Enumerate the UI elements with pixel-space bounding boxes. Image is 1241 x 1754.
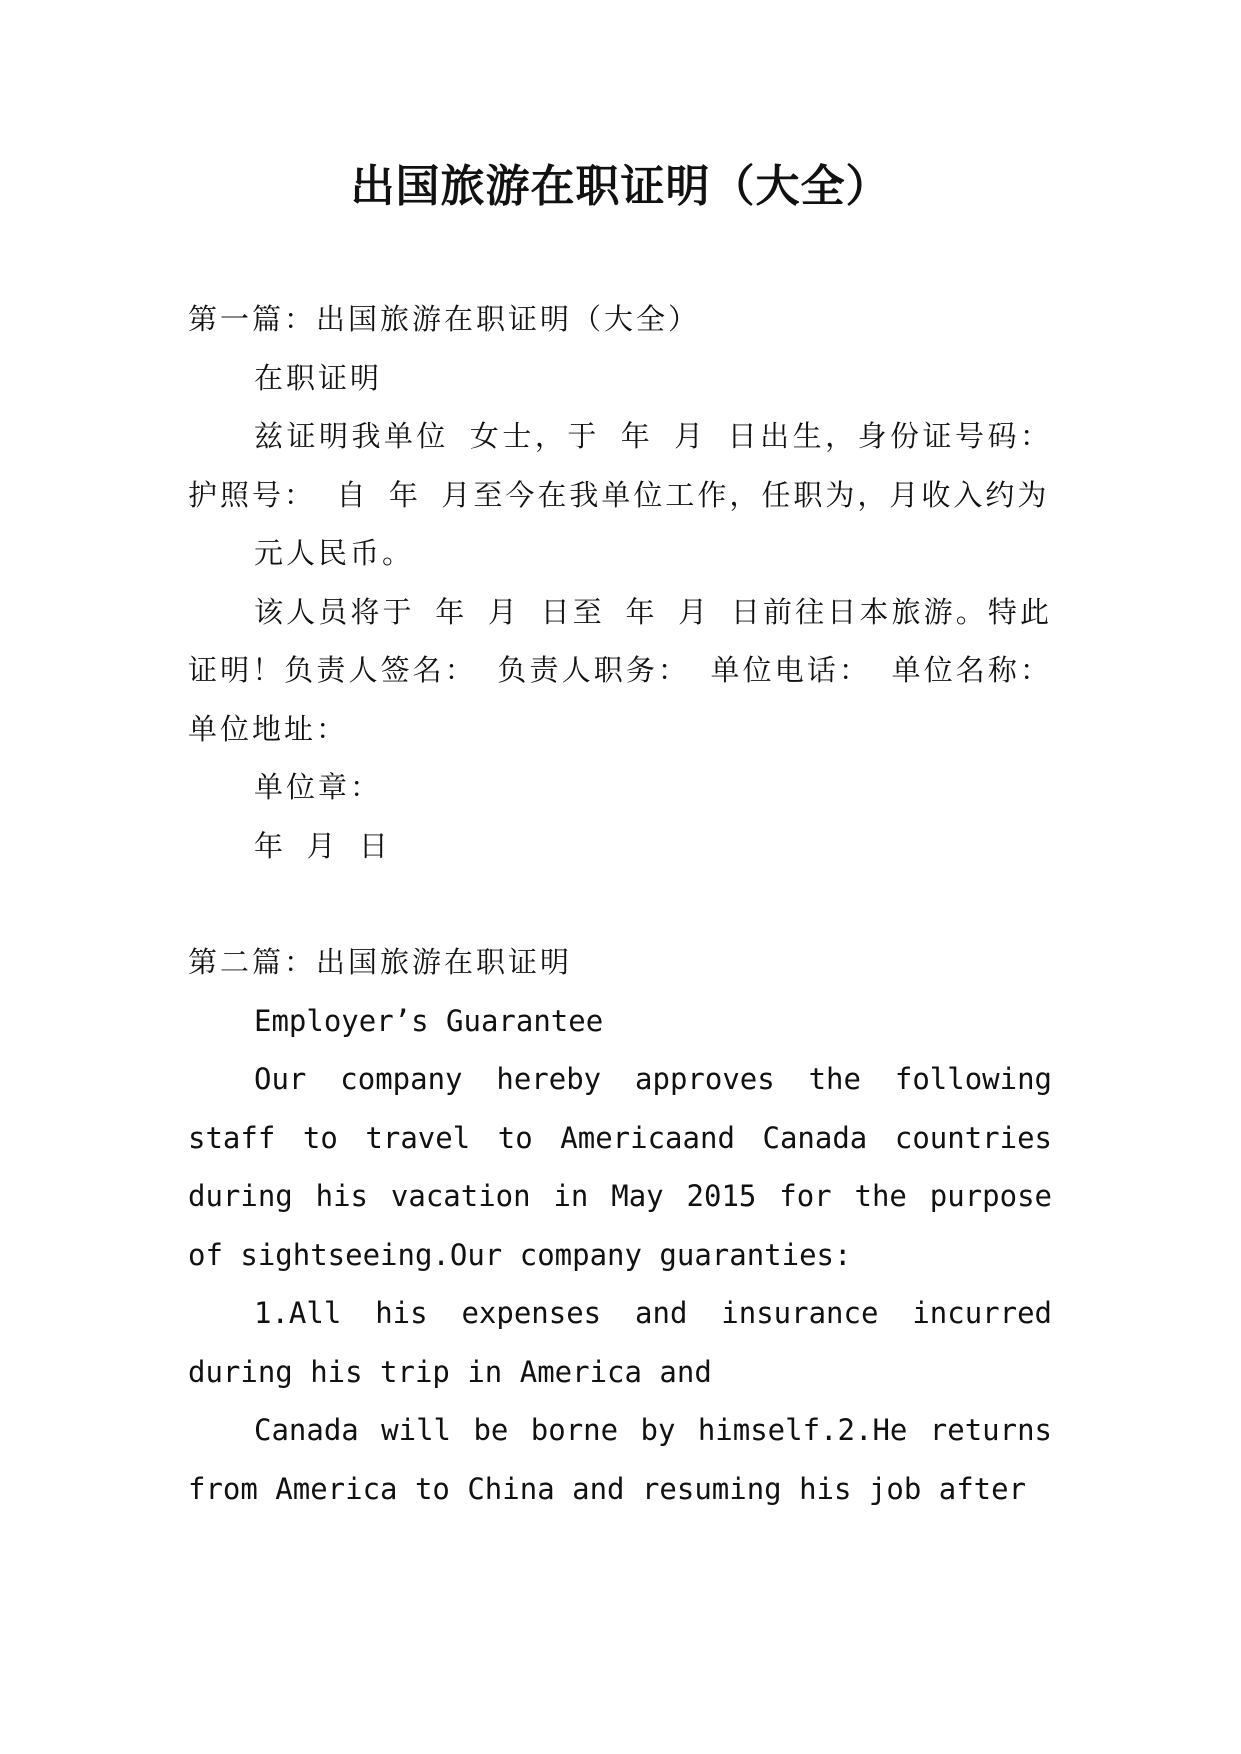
section1-seal-line: 单位章： xyxy=(254,770,383,804)
section2-subtitle: Employer’s Guarantee xyxy=(254,1003,604,1038)
section1-heading: 第一篇：出国旅游在职证明（大全） xyxy=(188,302,701,336)
section1-paragraph-2: 元人民币。 xyxy=(254,536,415,570)
section2-heading: 第二篇：出国旅游在职证明 xyxy=(188,945,573,979)
section1-date-line: 年 月 日 xyxy=(254,828,391,863)
section1-paragraph-3: 该人员将于 年 月 日至 年 月 日前往日本旅游。特此证明！负责人签名： 负责人职务： 单位电话： 单位名称：单位地址： xyxy=(188,594,1052,746)
section1-subtitle: 在职证明 xyxy=(254,360,383,395)
section-spacer xyxy=(188,875,1052,933)
document-title: 出国旅游在职证明（大全） xyxy=(350,161,891,212)
section2-paragraph-3: Canada will be borne by himself.2.He returns from America to China and resuming his job after xyxy=(188,1413,1052,1506)
section2-paragraph-1: Our company hereby approves the following staff to travel to Americaand Canada countries during his vacation in May 2015 for the purpose of sightseeing.Our company guaranties: xyxy=(188,1062,1052,1272)
section2-paragraph-2: 1.All his expenses and insurance incurred during his trip in America and xyxy=(188,1296,1052,1389)
section1-paragraph-1: 兹证明我单位 女士，于 年 月 日出生，身份证号码：护照号： 自 年 月至今在我单位工作，任职为，月收入约为 xyxy=(188,419,1052,512)
document-body xyxy=(188,290,1052,1518)
